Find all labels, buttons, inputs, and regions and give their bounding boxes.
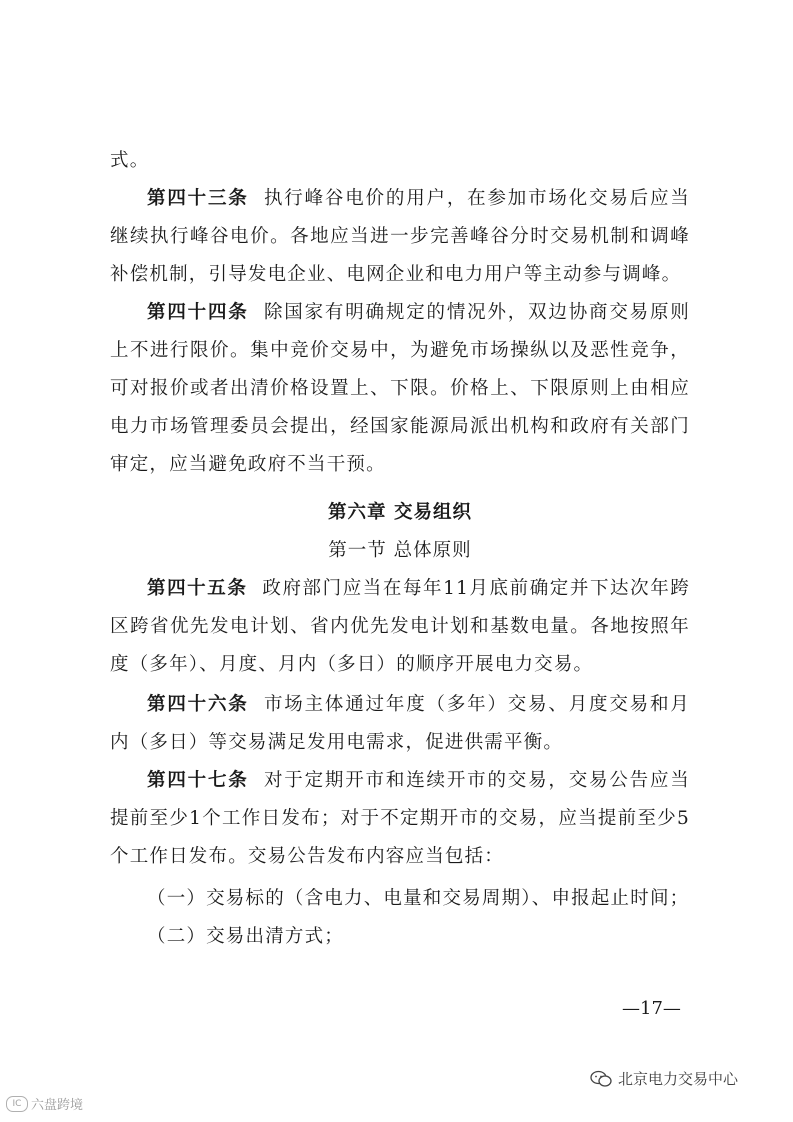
- article-number: 第四十七条: [147, 770, 249, 791]
- section-title: 第一节 总体原则: [328, 540, 472, 561]
- source-label: 北京电力交易中心: [618, 1070, 739, 1088]
- article-45: [110, 570, 690, 684]
- chapter-title: 第六章 交易组织: [328, 502, 472, 523]
- article-43: [110, 180, 690, 294]
- list-item-1: （一）交易标的（含电力、电量和交易周期）、申报起止时间；: [147, 888, 690, 909]
- article-text: 执行峰谷电价的用户，在参加市场化交易后应当继续执行峰谷电价。各地应当进一步完善峰谷分时交易机制和调峰补偿机制，引导发电企业、电网企业和电力用户等主动参与调峰。: [110, 188, 690, 285]
- article-text: 政府部门应当在每年11月底前确定并下达次年跨区跨省优先发电计划、省内优先发电计划和基数电量。各地按照年度（多年）、月度、月内（多日）的顺序开展电力交易。: [110, 578, 690, 675]
- article-number: 第四十四条: [147, 302, 249, 323]
- article-44: [110, 294, 690, 484]
- corner-watermark: [6, 1094, 83, 1113]
- page-number: —17—: [622, 998, 681, 1019]
- article-number: 第四十三条: [147, 188, 249, 209]
- article-46: [110, 686, 690, 762]
- article-text: 除国家有明确规定的情况外，双边协商交易原则上不进行限价。集中竞价交易中，为避免市场操纵以及恶性竞争，可对报价或者出清价格设置上、下限。价格上、下限原则上由相应电力市场管理委员会提出，经国家能源局派出机构和政府有关部门审定，应当避免政府不当干预。: [110, 302, 690, 475]
- list-item-2: （二）交易出清方式；: [147, 926, 345, 947]
- article-text: 市场主体通过年度（多年）交易、月度交易和月内（多日）等交易满足发用电需求，促进供需平衡。: [110, 694, 690, 753]
- article-47: [110, 762, 690, 876]
- watermark-label: 六盘跨境: [31, 1098, 84, 1113]
- watermark-badge: IC: [6, 1096, 28, 1112]
- paragraph-continuation: 式。: [110, 150, 150, 171]
- source-watermark: [590, 1068, 738, 1089]
- article-number: 第四十六条: [147, 694, 249, 715]
- wechat-icon: [590, 1070, 612, 1088]
- article-number: 第四十五条: [147, 578, 248, 599]
- article-text: 对于定期开市和连续开市的交易，交易公告应当提前至少1个工作日发布；对于不定期开市的交易，应当提前至少5个工作日发布。交易公告发布内容应当包括：: [110, 770, 690, 867]
